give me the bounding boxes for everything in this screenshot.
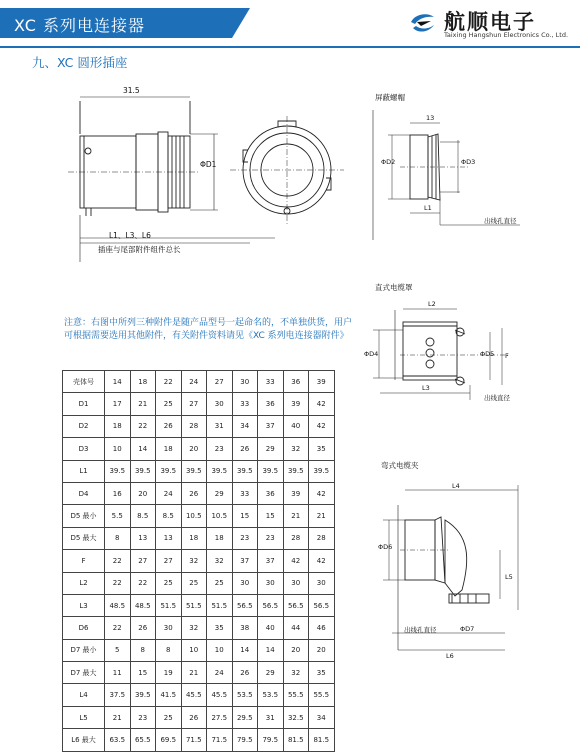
table-cell: 37 bbox=[258, 415, 284, 437]
table-cell: 20 bbox=[309, 639, 335, 661]
table-cell: 45.5 bbox=[181, 684, 207, 706]
table-cell: 48.5 bbox=[105, 594, 131, 616]
table-cell: 23 bbox=[207, 438, 233, 460]
table-cell: 29 bbox=[207, 482, 233, 504]
table-cell: 22 bbox=[105, 550, 131, 572]
angled-clamp-d7: ΦD7 bbox=[460, 625, 475, 633]
shield-cap-title: 屏蔽螺帽 bbox=[375, 93, 405, 102]
table-header-row bbox=[63, 371, 335, 393]
table-row bbox=[63, 594, 335, 616]
table-cell: 30 bbox=[232, 572, 258, 594]
table-row bbox=[63, 706, 335, 728]
table-cell: 41.5 bbox=[156, 684, 182, 706]
table-cell: 24 bbox=[181, 371, 207, 393]
table-cell: 21 bbox=[105, 706, 131, 728]
table-cell: 29 bbox=[258, 438, 284, 460]
table-cell: 18 bbox=[156, 438, 182, 460]
accessory-note: 注意：右图中所列三种附件是随产品型号一起命名的，不单独供货，用户可根据需要选用其他附件，有关附件资料请见《XC 系列电连接器附件》 bbox=[64, 318, 353, 341]
table-cell: 51.5 bbox=[181, 594, 207, 616]
table-cell: 26 bbox=[232, 438, 258, 460]
table-cell: 24 bbox=[207, 662, 233, 684]
table-cell: 39.5 bbox=[130, 684, 156, 706]
table-cell: 21 bbox=[309, 505, 335, 527]
table-row-label: L6 最大 bbox=[63, 729, 105, 751]
table-row-label: D7 最小 bbox=[63, 639, 105, 661]
angled-clamp-outlet: 出线孔直径 bbox=[404, 626, 437, 634]
table-cell: 23 bbox=[130, 706, 156, 728]
table-cell: 23 bbox=[232, 527, 258, 549]
table-cell: 39.5 bbox=[130, 460, 156, 482]
straight-cover-l3: L3 bbox=[422, 384, 430, 392]
table-cell: 31 bbox=[258, 706, 284, 728]
straight-cover-d5: ΦD5 bbox=[480, 350, 495, 358]
table-cell: 25 bbox=[181, 572, 207, 594]
table-cell: 30 bbox=[283, 572, 309, 594]
length-note-label: 插座与尾部附件组件总长 bbox=[98, 245, 181, 254]
table-row bbox=[63, 617, 335, 639]
table-cell: 26 bbox=[232, 662, 258, 684]
table-cell: 32 bbox=[207, 550, 233, 572]
table-row-label: D7 最大 bbox=[63, 662, 105, 684]
table-cell: 27 bbox=[130, 550, 156, 572]
table-cell: 10 bbox=[105, 438, 131, 460]
table-cell: 14 bbox=[105, 371, 131, 393]
shield-cap-d2: ΦD2 bbox=[381, 158, 396, 166]
table-row-label: D6 bbox=[63, 617, 105, 639]
table-cell: 19 bbox=[156, 662, 182, 684]
table-cell: 39.5 bbox=[156, 460, 182, 482]
table-cell: 30 bbox=[207, 393, 233, 415]
table-cell: 21 bbox=[130, 393, 156, 415]
table-cell: 27 bbox=[156, 550, 182, 572]
table-row bbox=[63, 550, 335, 572]
table-cell: 37.5 bbox=[105, 684, 131, 706]
table-cell: 51.5 bbox=[207, 594, 233, 616]
table-cell: 10.5 bbox=[207, 505, 233, 527]
table-cell: 8 bbox=[130, 639, 156, 661]
dim-d1-label: ΦD1 bbox=[200, 160, 217, 169]
table-cell: 71.5 bbox=[207, 729, 233, 751]
table-cell: 8.5 bbox=[130, 505, 156, 527]
table-cell: 36 bbox=[258, 393, 284, 415]
table-cell: 65.5 bbox=[130, 729, 156, 751]
table-cell: 32 bbox=[181, 550, 207, 572]
table-cell: 15 bbox=[130, 662, 156, 684]
table-cell: 81.5 bbox=[283, 729, 309, 751]
table-cell: 53.5 bbox=[258, 684, 284, 706]
table-row-label: L3 bbox=[63, 594, 105, 616]
table-cell: 24 bbox=[156, 482, 182, 504]
table-cell: 44 bbox=[283, 617, 309, 639]
table-cell: 22 bbox=[105, 617, 131, 639]
table-cell: 32 bbox=[283, 438, 309, 460]
table-cell: 13 bbox=[130, 527, 156, 549]
table-cell: 46 bbox=[309, 617, 335, 639]
dim-width-label: 31.5 bbox=[123, 86, 140, 95]
table-cell: 10 bbox=[207, 639, 233, 661]
table-cell: 35 bbox=[207, 617, 233, 639]
table-cell: 32 bbox=[283, 662, 309, 684]
table-cell: 26 bbox=[181, 482, 207, 504]
table-cell: 20 bbox=[181, 438, 207, 460]
table-cell: 26 bbox=[156, 415, 182, 437]
shield-cap-d3: ΦD3 bbox=[461, 158, 476, 166]
table-cell: 40 bbox=[283, 415, 309, 437]
table-cell: 79.5 bbox=[232, 729, 258, 751]
angled-clamp-l4: L4 bbox=[452, 482, 460, 490]
table-cell: 36 bbox=[258, 482, 284, 504]
table-cell: 17 bbox=[105, 393, 131, 415]
angled-clamp-title: 弯式电缆夹 bbox=[381, 461, 419, 470]
table-cell: 16 bbox=[105, 482, 131, 504]
table-cell: 5 bbox=[105, 639, 131, 661]
table-row-label: D3 bbox=[63, 438, 105, 460]
table-cell: 35 bbox=[309, 662, 335, 684]
table-cell: 39.5 bbox=[105, 460, 131, 482]
table-cell: 27.5 bbox=[207, 706, 233, 728]
table-row-label: D5 最大 bbox=[63, 527, 105, 549]
shield-cap-outlet: 出线孔直径 bbox=[484, 217, 517, 225]
table-row bbox=[63, 460, 335, 482]
table-row-label: D1 bbox=[63, 393, 105, 415]
table-cell: 27 bbox=[207, 371, 233, 393]
table-row-label: D2 bbox=[63, 415, 105, 437]
table-cell: 29.5 bbox=[232, 706, 258, 728]
table-cell: 40 bbox=[258, 617, 284, 639]
table-cell: 31 bbox=[207, 415, 233, 437]
table-cell: 39.5 bbox=[309, 460, 335, 482]
table-cell: 39.5 bbox=[283, 460, 309, 482]
table-cell: 14 bbox=[258, 639, 284, 661]
table-cell: 37 bbox=[232, 550, 258, 572]
table-cell: 39 bbox=[309, 371, 335, 393]
spec-table bbox=[62, 370, 335, 752]
table-row-label: L4 bbox=[63, 684, 105, 706]
table-cell: 33 bbox=[232, 482, 258, 504]
table-cell: 5.5 bbox=[105, 505, 131, 527]
table-cell: 14 bbox=[130, 438, 156, 460]
table-cell: 32 bbox=[181, 617, 207, 639]
table-cell: 22 bbox=[130, 415, 156, 437]
table-row bbox=[63, 393, 335, 415]
table-cell: 29 bbox=[258, 662, 284, 684]
table-cell: 15 bbox=[232, 505, 258, 527]
table-row bbox=[63, 505, 335, 527]
table-cell: 39.5 bbox=[207, 460, 233, 482]
straight-cover-l2: L2 bbox=[428, 300, 436, 308]
table-cell: 28 bbox=[309, 527, 335, 549]
table-cell: 42 bbox=[309, 393, 335, 415]
table-cell: 39.5 bbox=[181, 460, 207, 482]
table-cell: 13 bbox=[156, 527, 182, 549]
table-cell: 30 bbox=[309, 572, 335, 594]
table-row bbox=[63, 482, 335, 504]
table-cell: 55.5 bbox=[283, 684, 309, 706]
table-row-label: F bbox=[63, 550, 105, 572]
table-cell: 20 bbox=[130, 482, 156, 504]
table-cell: 33 bbox=[232, 393, 258, 415]
company-name-cn: 航顺电子 bbox=[444, 10, 536, 34]
length-codes-label: L1、L3、L6 bbox=[109, 231, 151, 240]
table-cell: 51.5 bbox=[156, 594, 182, 616]
table-cell: 69.5 bbox=[156, 729, 182, 751]
table-cell: 8.5 bbox=[156, 505, 182, 527]
table-cell: 26 bbox=[181, 706, 207, 728]
table-cell: 10 bbox=[181, 639, 207, 661]
table-row bbox=[63, 639, 335, 661]
table-cell: 25 bbox=[156, 572, 182, 594]
table-cell: 25 bbox=[207, 572, 233, 594]
table-cell: 10.5 bbox=[181, 505, 207, 527]
table-cell: 39.5 bbox=[232, 460, 258, 482]
table-row-label: 壳体号 bbox=[63, 371, 105, 393]
table-cell: 27 bbox=[181, 393, 207, 415]
table-cell: 36 bbox=[283, 371, 309, 393]
straight-cover-title: 直式电缆罩 bbox=[375, 283, 413, 292]
table-cell: 35 bbox=[309, 438, 335, 460]
table-cell: 56.5 bbox=[309, 594, 335, 616]
table-row-label: D5 最小 bbox=[63, 505, 105, 527]
table-row bbox=[63, 572, 335, 594]
table-cell: 42 bbox=[283, 550, 309, 572]
table-row bbox=[63, 527, 335, 549]
angled-clamp-d6: ΦD6 bbox=[378, 543, 393, 551]
table-cell: 81.5 bbox=[309, 729, 335, 751]
table-cell: 22 bbox=[156, 371, 182, 393]
table-cell: 30 bbox=[258, 572, 284, 594]
table-cell: 42 bbox=[309, 415, 335, 437]
table-row-label: L5 bbox=[63, 706, 105, 728]
table-cell: 56.5 bbox=[258, 594, 284, 616]
table-cell: 32.5 bbox=[283, 706, 309, 728]
table-row-label: L1 bbox=[63, 460, 105, 482]
table-cell: 71.5 bbox=[181, 729, 207, 751]
table-cell: 23 bbox=[258, 527, 284, 549]
table-cell: 15 bbox=[258, 505, 284, 527]
table-row bbox=[63, 684, 335, 706]
table-cell: 34 bbox=[309, 706, 335, 728]
table-cell: 48.5 bbox=[130, 594, 156, 616]
table-cell: 28 bbox=[181, 415, 207, 437]
table-cell: 56.5 bbox=[232, 594, 258, 616]
table-row bbox=[63, 438, 335, 460]
straight-cover-f: F bbox=[505, 352, 509, 360]
shield-cap-l1: L1 bbox=[424, 204, 432, 212]
angled-clamp-l5: L5 bbox=[505, 573, 513, 581]
table-cell: 21 bbox=[283, 505, 309, 527]
table-cell: 37 bbox=[258, 550, 284, 572]
table-cell: 30 bbox=[232, 371, 258, 393]
table-cell: 20 bbox=[283, 639, 309, 661]
table-cell: 8 bbox=[156, 639, 182, 661]
table-cell: 18 bbox=[181, 527, 207, 549]
table-cell: 18 bbox=[130, 371, 156, 393]
table-cell: 42 bbox=[309, 482, 335, 504]
table-cell: 42 bbox=[309, 550, 335, 572]
table-cell: 55.5 bbox=[309, 684, 335, 706]
table-cell: 33 bbox=[258, 371, 284, 393]
table-cell: 22 bbox=[105, 572, 131, 594]
straight-cover-d4: ΦD4 bbox=[364, 350, 379, 358]
table-cell: 26 bbox=[130, 617, 156, 639]
series-title: XC 系列电连接器 bbox=[14, 16, 146, 35]
table-cell: 53.5 bbox=[232, 684, 258, 706]
table-cell: 34 bbox=[232, 415, 258, 437]
table-cell: 18 bbox=[105, 415, 131, 437]
shield-cap-dim-13: 13 bbox=[426, 114, 435, 122]
table-cell: 22 bbox=[130, 572, 156, 594]
table-cell: 8 bbox=[105, 527, 131, 549]
table-row-label: D4 bbox=[63, 482, 105, 504]
company-name-en: Taixing Hangshun Electronics Co., Ltd. bbox=[444, 31, 569, 39]
angled-clamp-l6: L6 bbox=[446, 652, 454, 660]
table-cell: 21 bbox=[181, 662, 207, 684]
table-cell: 56.5 bbox=[283, 594, 309, 616]
straight-cover-outlet: 出线直径 bbox=[484, 394, 510, 402]
table-row bbox=[63, 415, 335, 437]
table-cell: 39.5 bbox=[258, 460, 284, 482]
table-cell: 39 bbox=[283, 482, 309, 504]
table-cell: 45.5 bbox=[207, 684, 233, 706]
table-row-label: L2 bbox=[63, 572, 105, 594]
table-cell: 25 bbox=[156, 706, 182, 728]
table-cell: 11 bbox=[105, 662, 131, 684]
section-title: 九、XC 圆形插座 bbox=[32, 55, 128, 70]
table-cell: 63.5 bbox=[105, 729, 131, 751]
table-cell: 79.5 bbox=[258, 729, 284, 751]
table-cell: 38 bbox=[232, 617, 258, 639]
table-cell: 14 bbox=[232, 639, 258, 661]
table-cell: 39 bbox=[283, 393, 309, 415]
table-cell: 30 bbox=[156, 617, 182, 639]
table-row bbox=[63, 729, 335, 751]
table-row bbox=[63, 662, 335, 684]
table-cell: 18 bbox=[207, 527, 233, 549]
table-cell: 25 bbox=[156, 393, 182, 415]
table-cell: 28 bbox=[283, 527, 309, 549]
